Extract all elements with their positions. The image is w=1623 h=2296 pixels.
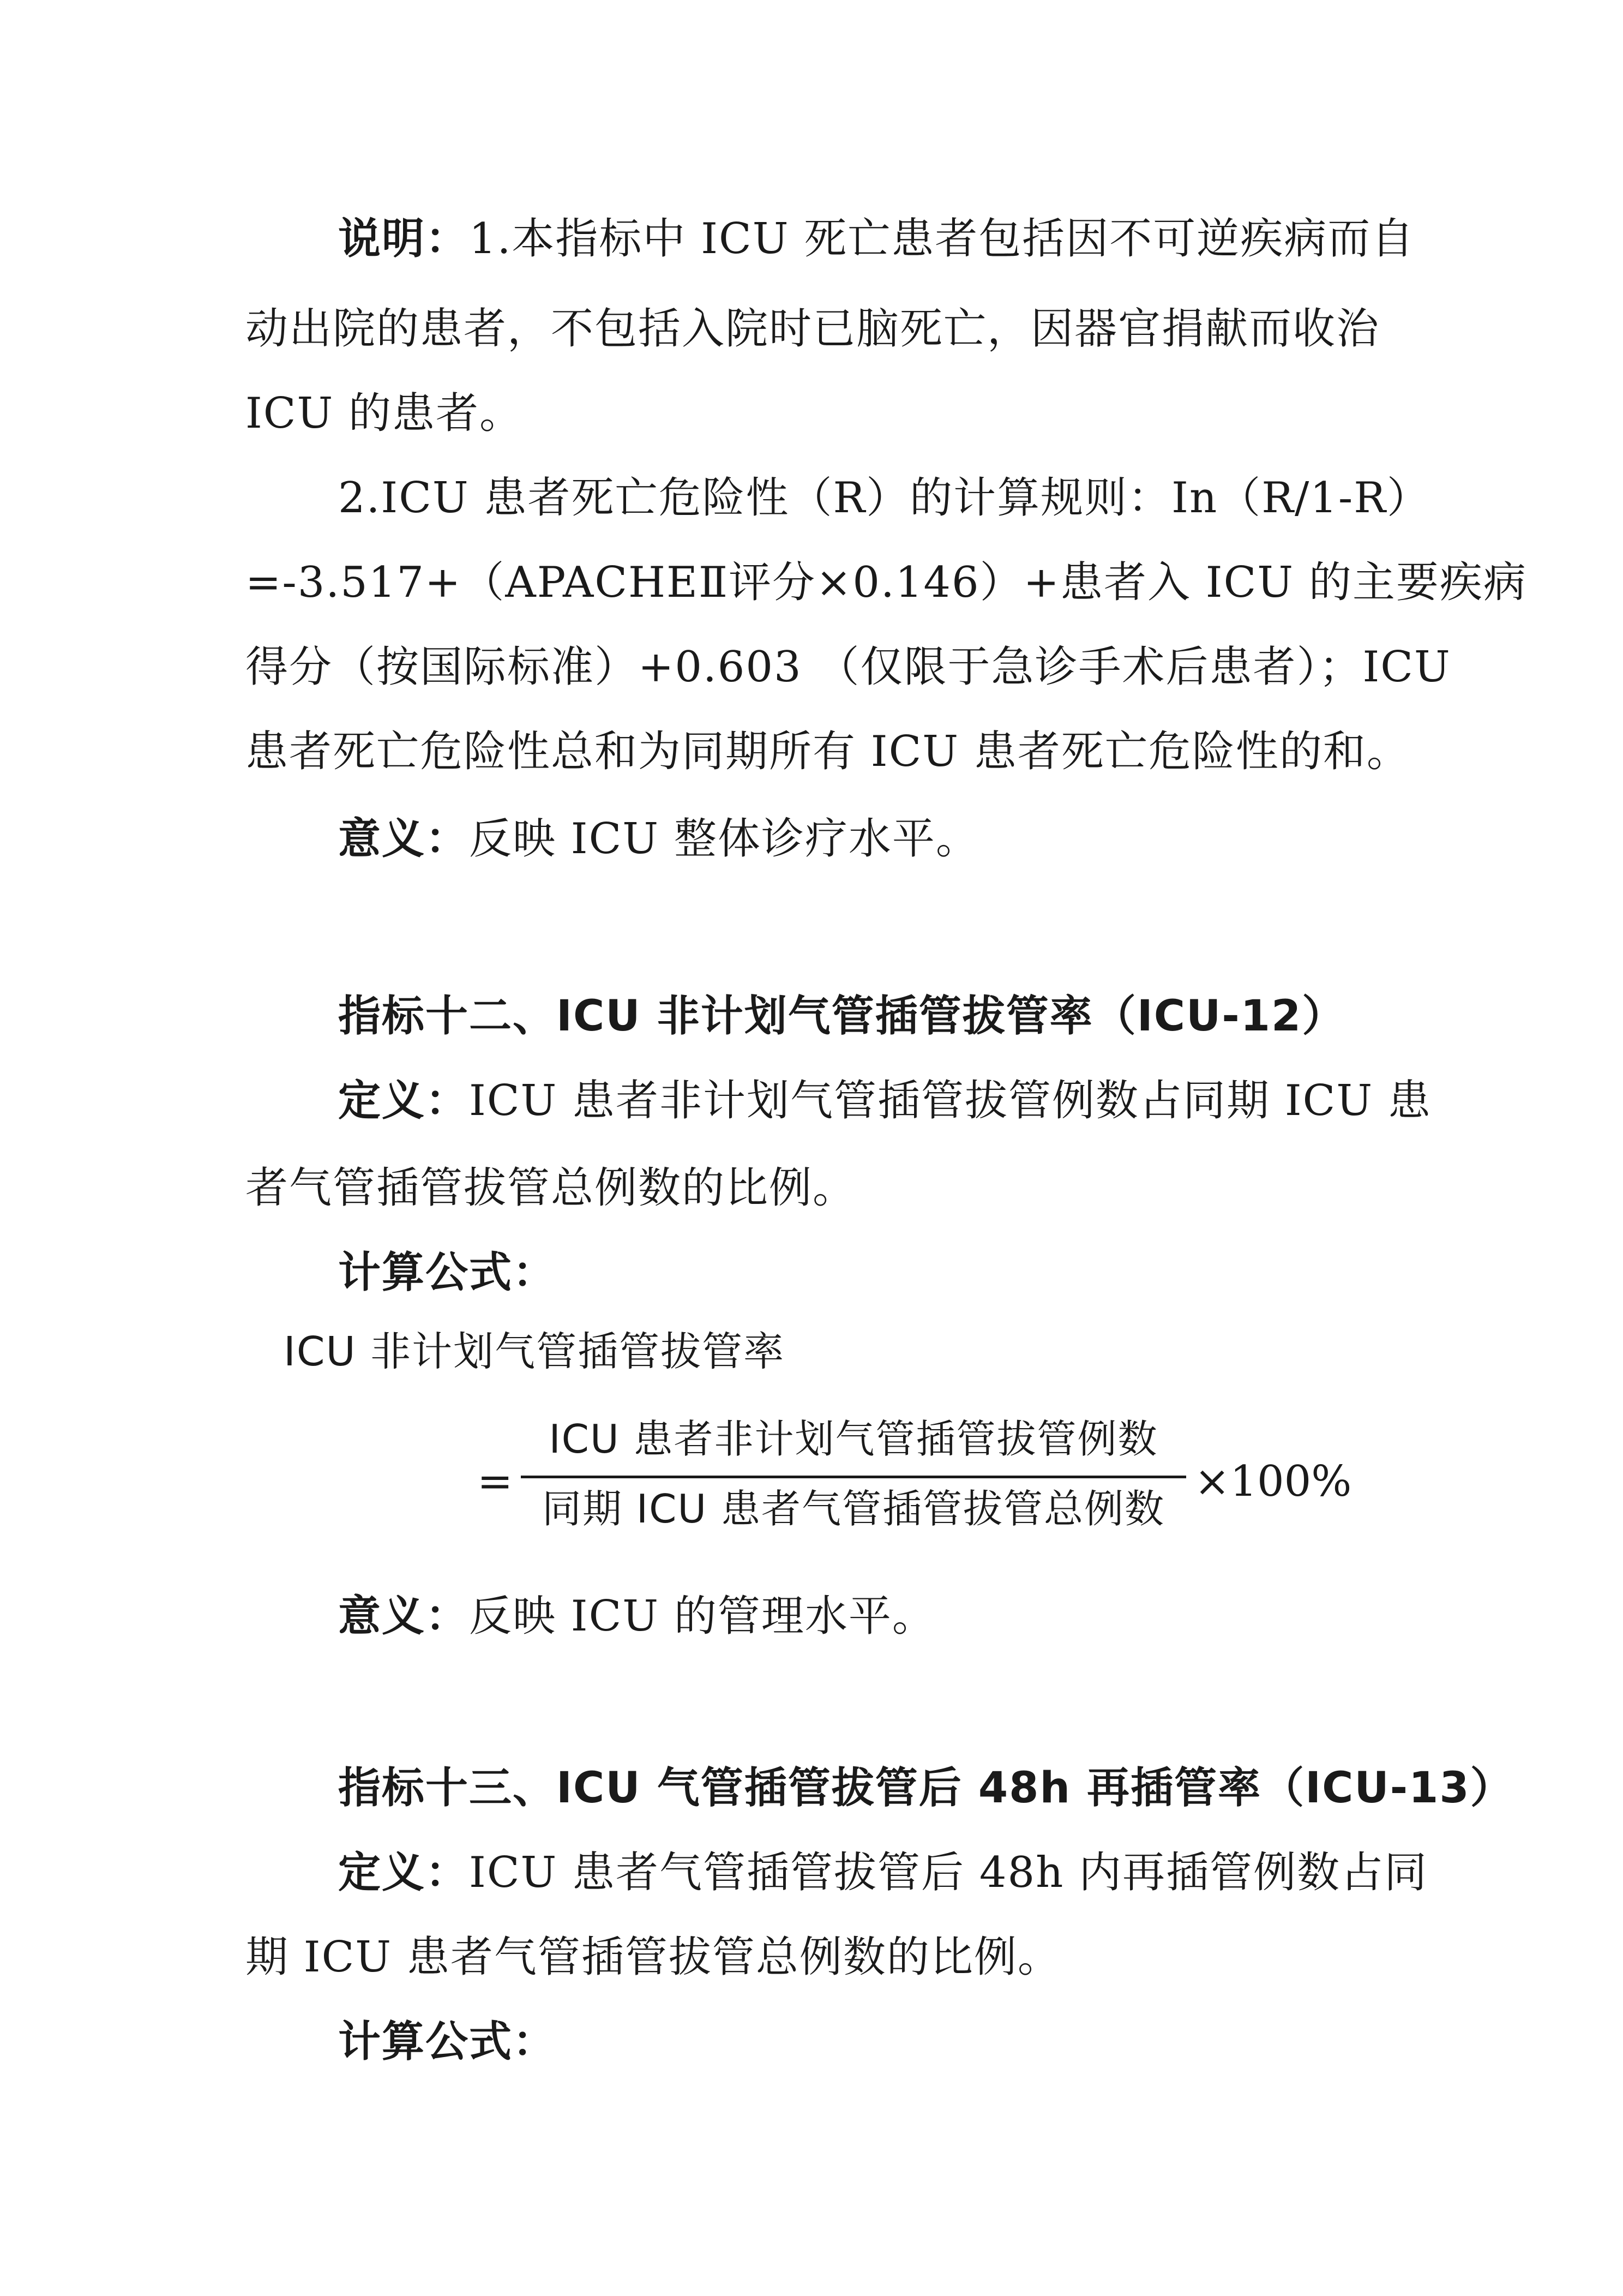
indicator-12-definition-line-1	[338, 1075, 1432, 1127]
formula-fraction	[521, 1413, 1186, 1549]
note-text-1: 1.本指标中 ICU 死亡患者包括因不可逆疾病而自	[469, 214, 1415, 263]
formula-equals: =	[477, 1457, 513, 1506]
rule-paragraph-line-1: 2.ICU 患者死亡危险性（R）的计算规则：In（R/1-R）	[338, 473, 1430, 523]
indicator-13-definition-line-1	[338, 1847, 1428, 1899]
formula-lhs: ICU 非计划气管插管拔管率	[284, 1328, 785, 1375]
indicator-12-heading: 指标十二、ICU 非计划气管插管拔管率（ICU-12）	[338, 992, 1346, 1041]
indicator-12-definition-line-2: 者气管插管拔管总例数的比例。	[245, 1164, 857, 1213]
note-paragraph-line-2: 动出院的患者，不包括入院时已脑死亡，因器官捐献而收治	[245, 304, 1380, 353]
rule-paragraph-line-3: 得分（按国际标准）+0.603 （仅限于急诊手术后患者）；ICU	[245, 643, 1451, 692]
indicator-12-meaning	[338, 1590, 936, 1642]
formula-label: 计算公式：	[338, 2017, 557, 2066]
rule-paragraph-line-4: 患者死亡危险性总和为同期所有 ICU 患者死亡危险性的和。	[245, 727, 1410, 776]
indicator-13-heading: 指标十三、ICU 气管插管拔管后 48h 再插管率（ICU-13）	[338, 1764, 1514, 1813]
rule-paragraph-line-2: =-3.517+（APACHEⅡ评分×0.146）+患者入 ICU 的主要疾病	[245, 558, 1527, 607]
meaning-text: 反映 ICU 的管理水平。	[469, 1592, 936, 1641]
fraction-bar	[521, 1476, 1186, 1478]
meaning-label: 意义：	[338, 814, 470, 864]
formula-multiplier: ×100%	[1194, 1457, 1352, 1506]
formula-numerator: ICU 患者非计划气管插管拔管例数	[549, 1416, 1158, 1462]
definition-text: ICU 患者非计划气管插管拔管例数占同期 ICU 患	[469, 1076, 1432, 1125]
note-paragraph-line-3: ICU 的患者。	[245, 389, 524, 438]
formula-label: 计算公式：	[338, 1248, 557, 1297]
indicator-13-formula-label	[338, 2016, 556, 2068]
indicator-13-definition-line-2: 期 ICU 患者气管插管拔管总例数的比例。	[245, 1933, 1061, 1982]
note-paragraph-line-1	[338, 213, 1415, 265]
definition-label: 定义：	[338, 1848, 470, 1897]
indicator-12-formula-label	[338, 1246, 556, 1299]
meaning-paragraph-1	[338, 813, 979, 865]
formula-denominator: 同期 ICU 患者气管插管拔管总例数	[542, 1486, 1165, 1532]
definition-label: 定义：	[338, 1076, 470, 1125]
note-label: 说明：	[338, 214, 470, 263]
definition-text: ICU 患者气管插管拔管后 48h 内再插管例数占同	[469, 1848, 1428, 1897]
meaning-label: 意义：	[338, 1592, 470, 1641]
meaning-text: 反映 ICU 整体诊疗水平。	[469, 814, 979, 864]
